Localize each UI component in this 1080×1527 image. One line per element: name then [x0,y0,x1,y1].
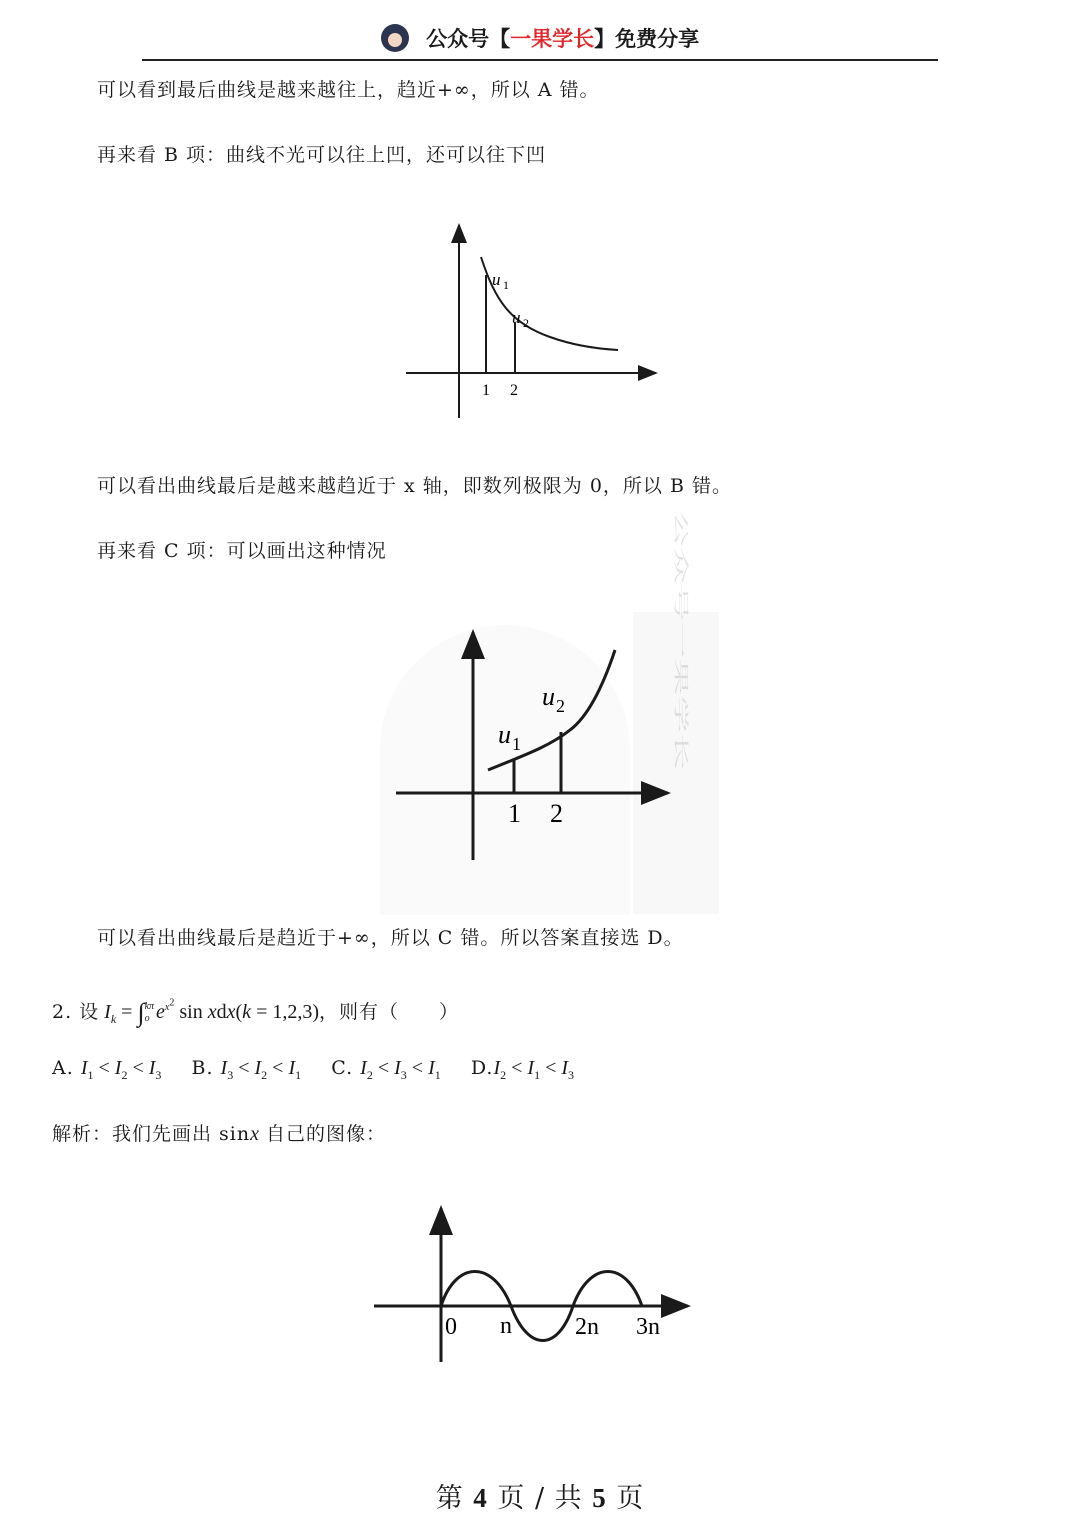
paragraph-b-conclusion: 可以看出曲线最后是越来越趋近于 x 轴，即数列极限为 0，所以 B 错。 [97,475,732,497]
option-a: $I_1 < I_2 < I_3$ [80,1057,162,1082]
analysis-intro [52,1120,386,1148]
q2-suffix: ，则有（ ） [319,1000,460,1023]
paragraph-b-intro: 再来看 B 项：曲线不光可以往上凹，还可以往下凹 [97,144,547,166]
tick-pi: n [500,1313,512,1339]
option-c-label: C. [331,1057,354,1079]
q2-formula: $I_k = \int k\pi$ o $e^{x^2}$ sin xdx(k = 1,2,3) [104,997,320,1027]
figure-increasing-curve [390,620,680,865]
page-footer [0,1480,1080,1517]
tick-2pi: 2n [575,1314,599,1340]
tick-3pi: 3n [636,1314,660,1340]
label-u1: u [498,720,511,749]
footer-p3: 页 [606,1483,645,1514]
paragraph-c-intro: 再来看 C 项：可以画出这种情况 [97,540,387,562]
tick-1: 1 [508,799,521,828]
tick-1: 1 [482,382,490,399]
option-b-label: B. [191,1057,214,1079]
label-u2: u [512,308,521,327]
label-u2: u [542,682,555,711]
paragraph-a-conclusion: 可以看到最后曲线是越来越往上，趋近+∞，所以 A 错。 [97,79,600,101]
label-u1: u [492,270,501,289]
q2-prefix: 2. 设 [52,1000,100,1023]
label-u1-sub: 1 [512,734,521,754]
option-b: $I_3 < I_2 < I_1$ [220,1057,302,1082]
options-row [52,1054,574,1089]
paragraph-c-conclusion: 可以看出曲线最后是趋近于+∞，所以 C 错。所以答案直接选 D。 [97,927,684,949]
question-2 [52,984,460,1027]
footer-total-pages: 5 [592,1483,607,1513]
analysis-prefix: 解析：我们先画出 sin [52,1123,251,1145]
header-prefix: 公众号 [426,27,490,51]
label-u2-sub: 2 [556,696,565,716]
label-u1-sub: 1 [503,278,509,292]
tick-0: 0 [445,1314,457,1340]
header-suffix: 免费分享 [615,27,700,51]
curve [481,257,618,350]
option-d-label: D. [470,1057,494,1079]
analysis-suffix: 自己的图像： [259,1123,387,1145]
option-c: $I_2 < I_3 < I_1$ [360,1057,441,1082]
header-bracket-open: 【 [489,27,511,51]
page-header [0,18,1080,60]
figure-sine-curve [368,1200,698,1370]
footer-p1: 第 [435,1483,474,1514]
figure-decreasing-curve [400,215,670,425]
header-bracket-close: 】 [594,27,616,51]
tick-2: 2 [550,799,563,828]
header-divider [142,59,938,61]
option-d: $I_2 < I_1 < I_3$ [493,1057,575,1082]
tick-2: 2 [510,382,518,399]
footer-p2: 页 / 共 [487,1483,593,1514]
header-brand: 一果学长 [510,27,595,51]
option-a-label: A. [52,1057,74,1079]
analysis-var: x [250,1123,259,1145]
footer-page-number: 4 [473,1483,488,1513]
avatar-icon [381,24,409,52]
label-u2-sub: 2 [523,316,529,330]
watermark-vertical-text: 公众号一果学长 [672,510,688,616]
